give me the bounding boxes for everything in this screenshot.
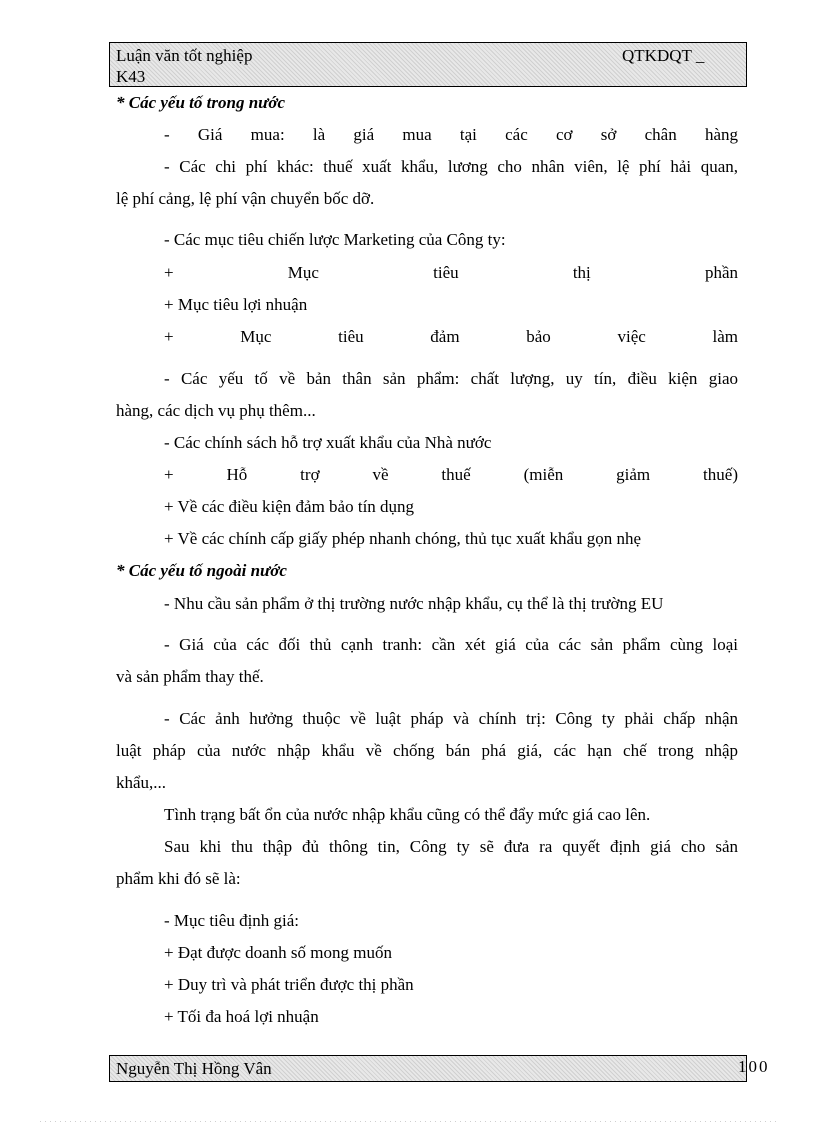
text-line: + Duy trì và phát triển được thị phần — [164, 975, 414, 994]
text-line: - Giá mua: là giá mua tại các cơ sở chân hàng — [164, 125, 738, 144]
text-line: + Hỗ trợ về thuế (miễn giảm thuế) — [164, 465, 738, 484]
text-line: lệ phí cảng, lệ phí vận chuyển bốc dỡ. — [116, 189, 375, 208]
footer-author: Nguyễn Thị Hồng Vân — [116, 1059, 272, 1078]
header-code: QTKDQT _ — [622, 46, 705, 65]
text-line: phẩm khi đó sẽ là: — [116, 869, 241, 888]
page-header — [109, 42, 747, 87]
text-line: khẩu,... — [116, 773, 167, 792]
text-line: - Các mục tiêu chiến lược Marketing của Công ty: — [164, 230, 506, 249]
text-line: + Mục tiêu lợi nhuận — [164, 295, 308, 314]
text-line: - Các ảnh hưởng thuộc về luật pháp và chính trị: Công ty phải chấp nhận — [164, 709, 738, 728]
text-line: - Các chi phí khác: thuế xuất khẩu, lương cho nhân viên, lệ phí hải quan, — [164, 157, 738, 176]
text-line: Sau khi thu thập đủ thông tin, Công ty sẽ đưa ra quyết định giá cho sản — [164, 837, 738, 856]
page-footer — [109, 1055, 747, 1082]
text-line: + Về các chính cấp giấy phép nhanh chóng, thủ tục xuất khẩu gọn nhẹ — [164, 529, 642, 548]
text-line: + Tối đa hoá lợi nhuận — [164, 1007, 319, 1026]
text-line: + Đạt được doanh số mong muốn — [164, 943, 392, 962]
page-number: 100 — [738, 1057, 770, 1076]
section-heading-domestic: * Các yếu tố trong nước — [116, 93, 286, 112]
header-class: K43 — [116, 67, 146, 86]
header-title: Luận văn tốt nghiệp — [116, 46, 253, 65]
text-line: hàng, các dịch vụ phụ thêm... — [116, 401, 316, 420]
text-line: Tình trạng bất ổn của nước nhập khẩu cũng có thể đẩy mức giá cao lên. — [164, 805, 651, 824]
text-line: luật pháp của nước nhập khẩu về chống bán phá giá, các hạn chế trong nhập — [116, 741, 738, 760]
text-line: - Giá của các đối thủ cạnh tranh: cần xét giá của các sản phẩm cùng loại — [164, 635, 738, 654]
text-line: và sản phẩm thay thế. — [116, 667, 264, 686]
text-line: - Các chính sách hỗ trợ xuất khẩu của Nhà nước — [164, 433, 492, 452]
text-line: + Mục tiêu thị phần — [164, 263, 738, 282]
text-line: + Mục tiêu đảm bảo việc làm — [164, 327, 738, 346]
text-line: - Các yếu tố về bản thân sản phẩm: chất lượng, uy tín, điều kiện giao — [164, 369, 738, 388]
text-line: - Nhu cầu sản phẩm ở thị trường nước nhập khẩu, cụ thể là thị trường EU — [164, 594, 664, 613]
page-bottom-divider — [40, 1121, 780, 1122]
text-line: - Mục tiêu định giá: — [164, 911, 300, 930]
section-heading-foreign: * Các yếu tố ngoài nước — [116, 561, 287, 580]
text-line: + Về các điều kiện đảm bảo tín dụng — [164, 497, 415, 516]
